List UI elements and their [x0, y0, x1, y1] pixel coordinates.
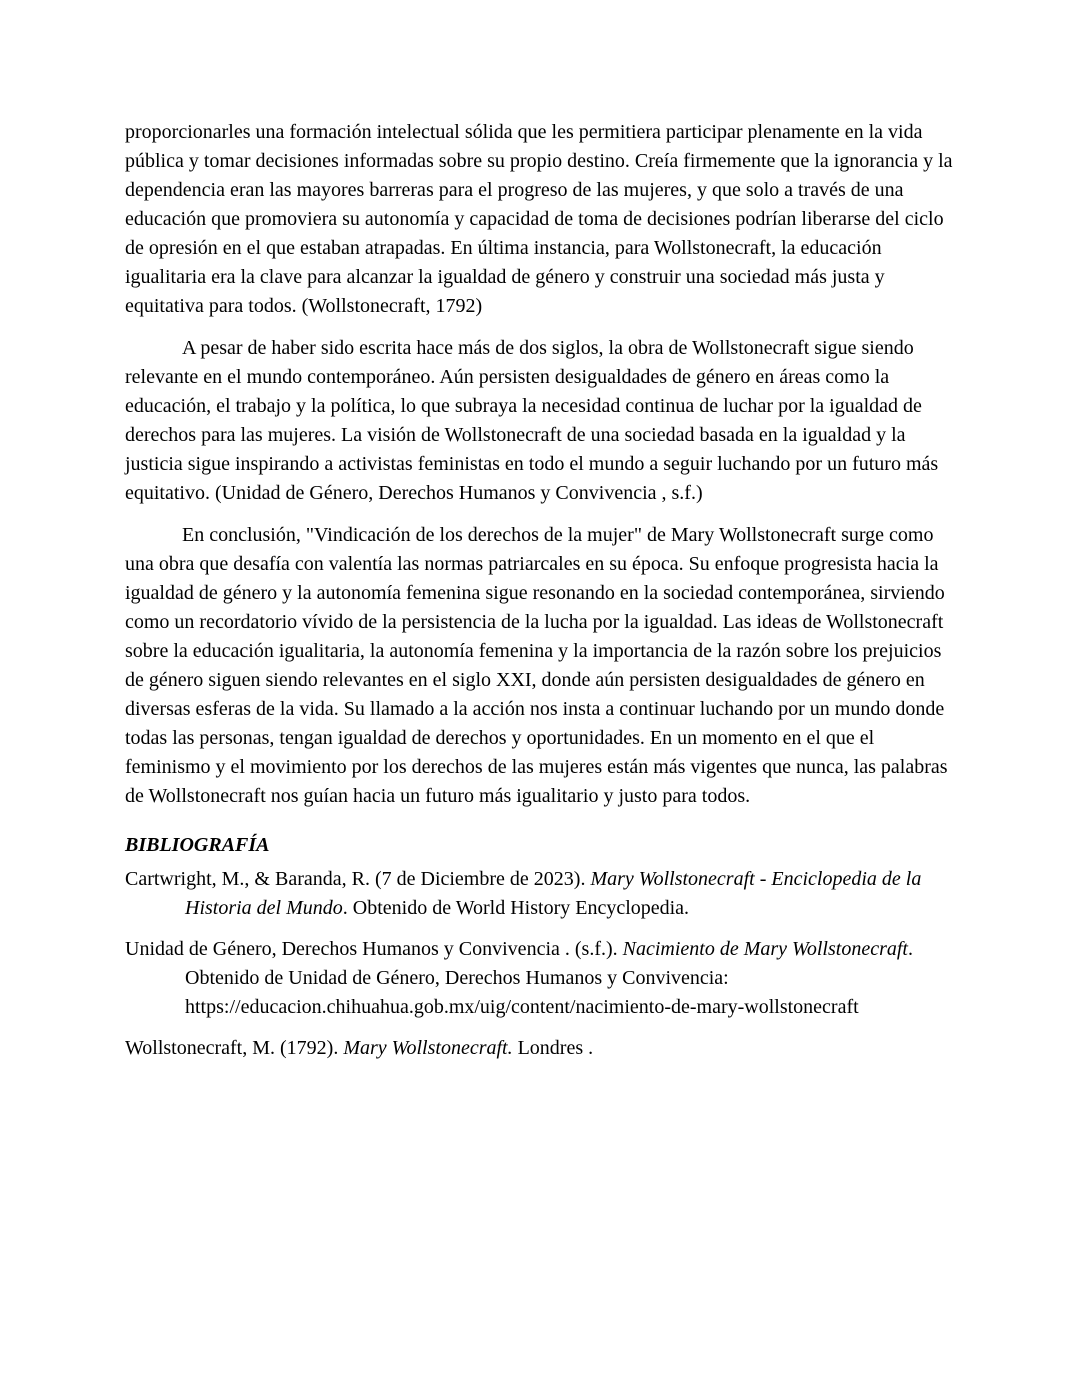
bib-entry-source-url: . Obtenido de Unidad de Género, Derechos Humanos y Convivencia: https://educacion.chihuahua.gob.mx/uig/content/nacimiento-de-mary-wollstonecraft [185, 938, 913, 1018]
bibliography-heading: BIBLIOGRAFÍA [125, 834, 270, 856]
bib-entry-title-italic: Mary Wollstonecraft. [343, 1037, 513, 1059]
bib-entry-title-italic: Nacimiento de Mary Wollstonecraft [622, 938, 908, 960]
bib-entry-source: Londres . [512, 1037, 594, 1059]
bib-entry-authors-date: Unidad de Género, Derechos Humanos y Convivencia . (s.f.). [125, 938, 623, 960]
bibliography-entry-unidad-genero [125, 935, 955, 1022]
bib-entry-authors-date: Cartwright, M., & Baranda, R. (7 de Diciembre de 2023). [125, 868, 591, 890]
bib-entry-source: . Obtenido de World History Encyclopedia. [342, 897, 690, 919]
body-paragraph-relevance: A pesar de haber sido escrita hace más de dos siglos, la obra de Wollstonecraft sigue siendo relevante en el mundo contemporáneo. Aún persisten desigualdades de género en áreas como la educación, el trabajo y la política, lo que subraya la necesidad continua de luchar por la igualdad de derechos para las mujeres. La visión de Wollstonecraft de una sociedad basada en la igualdad y la justicia sigue inspirando a activistas feministas en todo el mundo a seguir luchando por un futuro más equitativo. (Unidad de Género, Derechos Humanos y Convivencia , s.f.) [125, 337, 939, 504]
body-paragraph-conclusion: En conclusión, "Vindicación de los derechos de la mujer" de Mary Wollstonecraft surge como una obra que desafía con valentía las normas patriarcales en su época. Su enfoque progresista hacia la igualdad de género y la autonomía femenina sigue resonando en la sociedad contemporánea, sirviendo como un recordatorio vívido de la persistencia de la lucha por la igualdad. Las ideas de Wollstonecraft sobre la educación igualitaria, la autonomía femenina y la importancia de la razón sobre los prejuicios de género siguen siendo relevantes en el siglo XXI, donde aún persisten desigualdades de género en diversas esferas de la vida. Su llamado a la acción nos insta a continuar luchando por un mundo donde todas las personas, tengan igualdad de derechos y oportunidades. En un momento en el que el feminismo y el movimiento por los derechos de las mujeres están más vigentes que nunca, las palabras de Wollstonecraft nos guían hacia un futuro más igualitario y justo para todos. [125, 524, 948, 807]
bibliography-entry-wollstonecraft [125, 1034, 955, 1063]
bibliography-entry-cartwright [125, 865, 955, 923]
bib-entry-title-italic: Mary Wollstonecraft - Enciclopedia de la Historia del Mundo [185, 868, 922, 919]
bib-entry-authors-date: Wollstonecraft, M. (1792). [125, 1037, 344, 1059]
body-paragraph-education: proporcionarles una formación intelectual sólida que les permitiera participar plenamente en la vida pública y tomar decisiones informadas sobre su propio destino. Creía firmemente que la ignorancia y la dependencia eran las mayores barreras para el progreso de las mujeres, y que solo a través de una educación que promoviera su autonomía y capacidad de toma de decisiones podrían liberarse del ciclo de opresión en el que estaban atrapadas. En última instancia, para Wollstonecraft, la educación igualitaria era la clave para alcanzar la igualdad de género y construir una sociedad más justa y equitativa para todos. (Wollstonecraft, 1792) [125, 121, 953, 317]
